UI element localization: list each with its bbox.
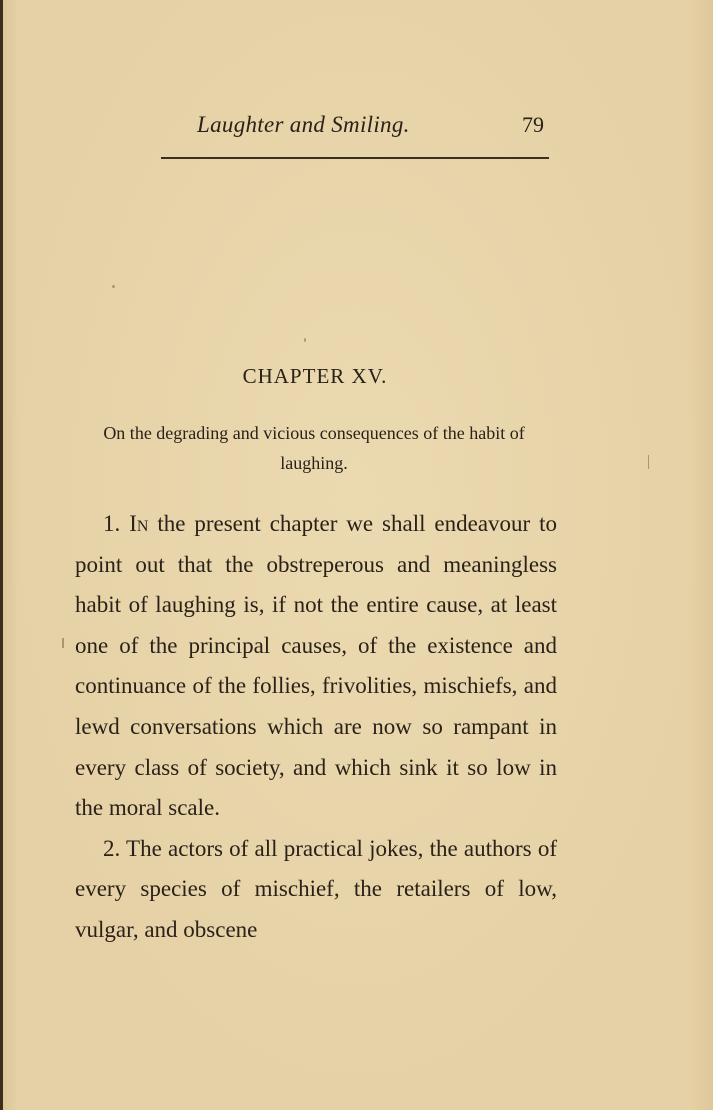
paragraph-number: 1. <box>103 511 121 536</box>
body-text <box>75 504 557 951</box>
header-rule <box>161 157 549 159</box>
paragraph-1 <box>75 504 557 829</box>
chapter-subtitle: On the degrading and vicious consequences of the habit of laughing. <box>103 423 525 473</box>
paragraph-lead-word: In <box>129 511 149 536</box>
paper-speck <box>62 638 64 648</box>
paper-speck <box>304 338 306 342</box>
page-edge-shadow <box>0 0 3 1110</box>
paper-speck <box>648 455 649 469</box>
paragraph-text: the present chapter we shall endeavour to point out that the obstreperous and meaningless habit of laughing is, if not the entire cause, at least one of the principal causes, of the existence and continuance of the follies, frivolities, mischiefs, and lewd conversations which are now so rampant in every class of society, and which sink it so low in the moral scale. <box>75 511 558 821</box>
running-head <box>0 110 713 146</box>
paragraph-text: The actors of all practical jokes, the authors of every species of mischief, the retailers of low, vulgar, and obscene <box>75 835 557 942</box>
chapter-heading: CHAPTER XV. <box>242 364 388 388</box>
running-title: Laughter and Smiling. <box>197 112 410 137</box>
paragraph-number: 2. <box>103 835 121 861</box>
page-number: 79 <box>522 112 544 137</box>
paragraph-2 <box>75 829 557 951</box>
paper-speck <box>112 285 115 288</box>
